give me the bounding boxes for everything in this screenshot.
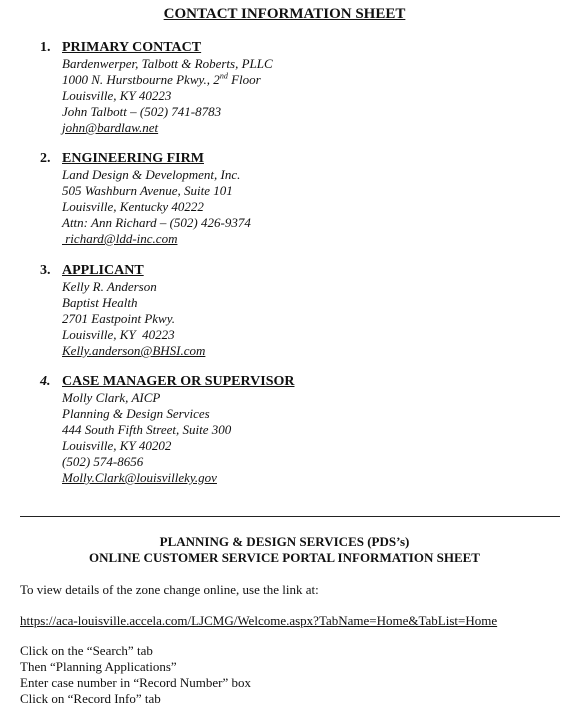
city-state-zip: Louisville, KY 40202 (62, 438, 172, 453)
street-address: 505 Washburn Avenue, Suite 101 (62, 183, 233, 198)
section-heading (40, 151, 540, 167)
section-heading (40, 40, 540, 56)
contact-person-phone: John Talbott – (502) 741-8783 (62, 104, 222, 119)
section-number: 4. (40, 374, 51, 389)
city-state-zip: Louisville, KY 40223 (62, 88, 172, 103)
instruction-step: Click on the “Search” tab (20, 643, 153, 658)
pds-heading: PLANNING & DESIGN SERVICES (PDS’s) (159, 534, 410, 549)
email-link[interactable]: richard@ldd-inc.com (62, 231, 178, 246)
company-name: Bardenwerper, Talbott & Roberts, PLLC (62, 56, 273, 71)
instruction-step: Click on “Record Info” tab (20, 691, 161, 706)
applicant-name: Kelly R. Anderson (62, 279, 157, 294)
section-heading (40, 263, 540, 279)
section-title: PRIMARY CONTACT (62, 40, 202, 55)
company-name: Land Design & Development, Inc. (62, 167, 241, 182)
street-address: 2701 Eastpoint Pkwy. (62, 311, 176, 326)
contact-section-case-manager (40, 374, 540, 486)
section-number: 3. (40, 263, 51, 278)
section-title: CASE MANAGER OR SUPERVISOR (62, 374, 295, 389)
phone-number: (502) 574-8656 (62, 454, 144, 469)
email-link[interactable]: john@bardlaw.net (62, 120, 159, 135)
email-link[interactable]: Molly.Clark@louisvilleky.gov (62, 470, 217, 485)
email-link[interactable]: Kelly.anderson@BHSI.com (62, 343, 206, 358)
contact-section-primary (40, 40, 540, 136)
organization-name: Planning & Design Services (62, 406, 210, 421)
section-number: 1. (40, 40, 51, 55)
page-title: CONTACT INFORMATION SHEET (163, 6, 406, 22)
portal-heading: ONLINE CUSTOMER SERVICE PORTAL INFORMATION SHEET (89, 550, 480, 565)
section-title: APPLICANT (62, 263, 144, 278)
section-number: 2. (40, 151, 51, 166)
organization-name: Baptist Health (62, 295, 138, 310)
contact-section-engineering (40, 151, 540, 247)
instruction-step: Enter case number in “Record Number” box (20, 675, 252, 690)
contact-section-applicant (40, 263, 540, 359)
section-divider (20, 516, 560, 517)
section-title: ENGINEERING FIRM (62, 151, 204, 166)
portal-url-link[interactable]: https://aca-louisville.accela.com/LJCMG/Welcome.aspx?TabName=Home&TabList=Home (20, 613, 498, 628)
street-address: 444 South Fifth Street, Suite 300 (62, 422, 232, 437)
city-state-zip: Louisville, KY 40223 (62, 327, 175, 342)
city-state-zip: Louisville, Kentucky 40222 (62, 199, 204, 214)
street-address: 1000 N. Hurstbourne Pkwy., 2nd Floor (62, 71, 261, 87)
portal-intro-text: To view details of the zone change online, use the link at: (20, 582, 319, 597)
instruction-step: Then “Planning Applications” (20, 659, 177, 674)
contact-person-phone: Attn: Ann Richard – (502) 426-9374 (62, 215, 251, 230)
section-heading (40, 374, 540, 390)
manager-name: Molly Clark, AICP (62, 390, 161, 405)
